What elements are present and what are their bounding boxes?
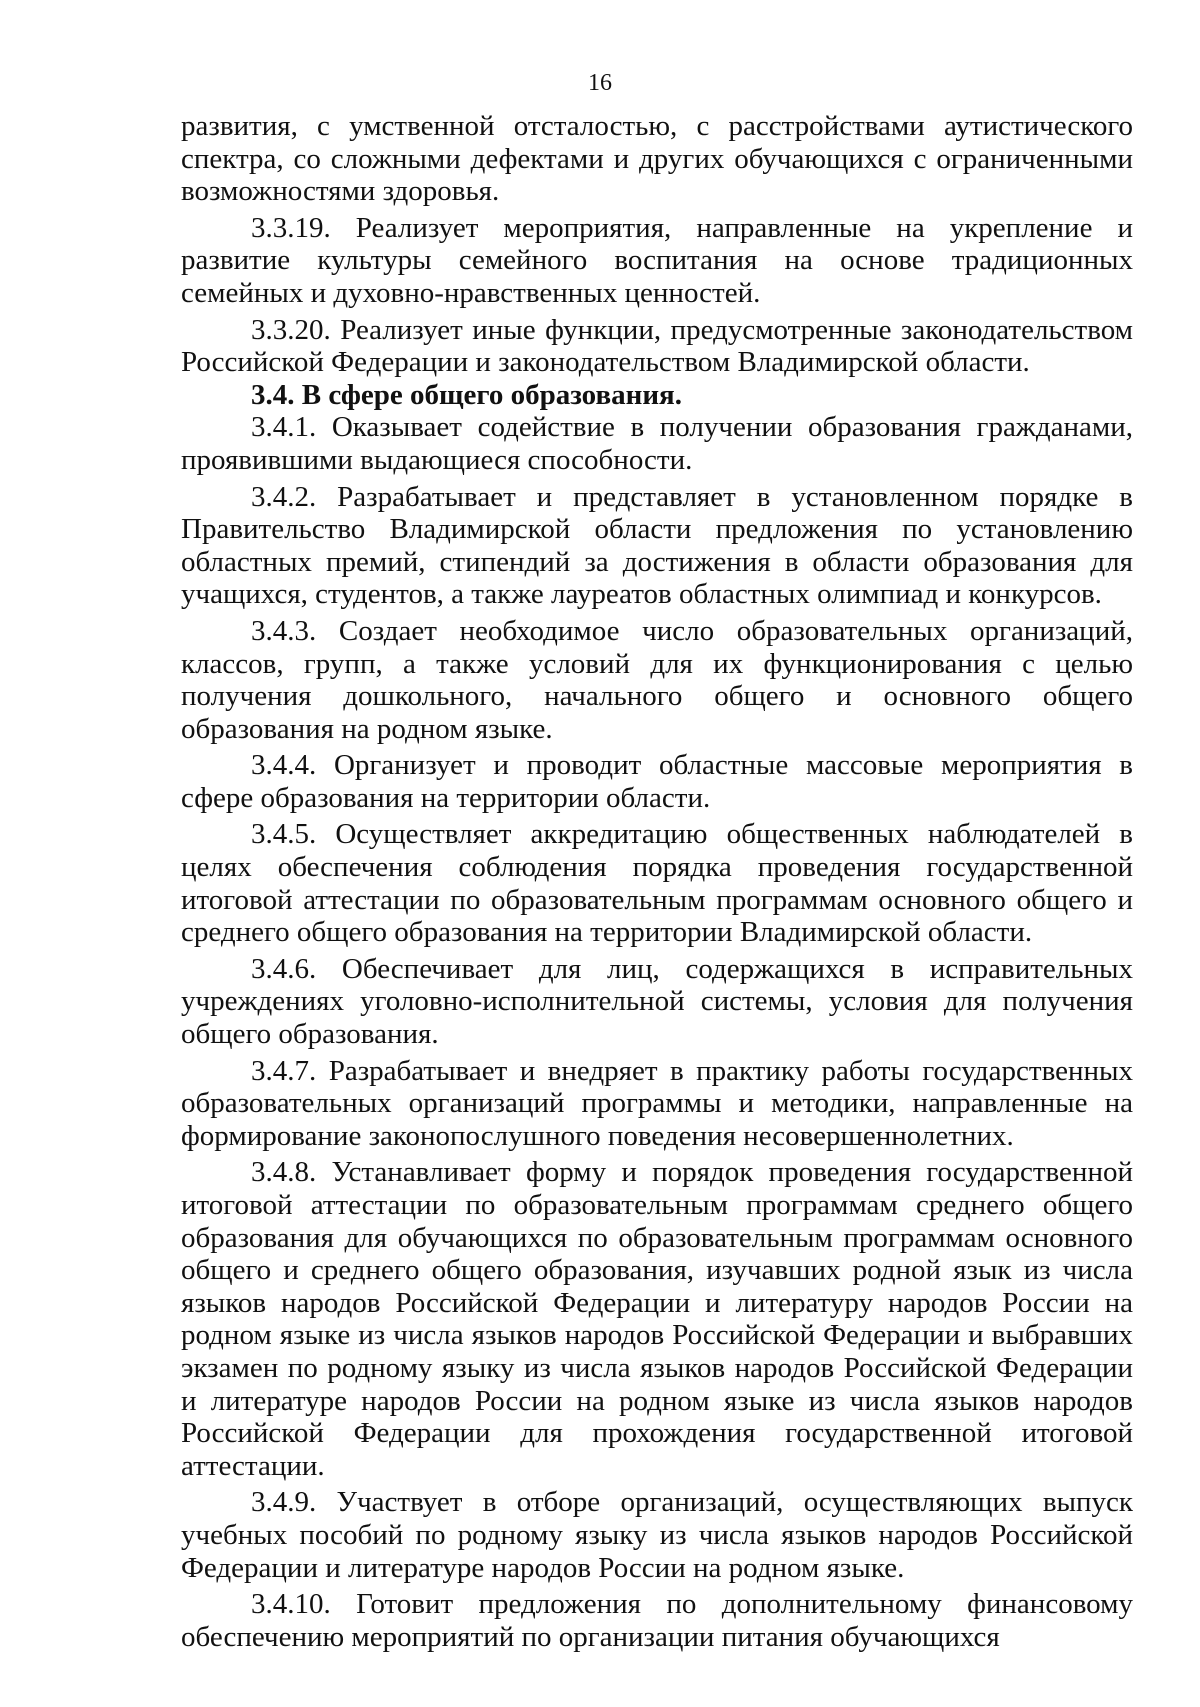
clause-3-4-6: 3.4.6. Обеспечивает для лиц, содержащихся в исправительных учреждениях уголовно-исполнительной системы, условия для получения общего образования. [181, 952, 1133, 1051]
clause-3-4-10: 3.4.10. Готовит предложения по дополнительному финансовому обеспечению мероприятий по организации питания обучающихся [181, 1588, 1133, 1653]
section-heading-3-4: 3.4. В сфере общего образования. [251, 378, 682, 411]
clause-3-3-20: 3.3.20. Реализует иные функции, предусмотренные законодательством Российской Федерации и законодательством Владимирской области. [181, 313, 1133, 379]
clause-3-4-2: 3.4.2. Разрабатывает и представляет в установленном порядке в Правительство Владимирской области предложения по установлению областных премий, стипендий за достижения в области образования для учащихся, студентов, а также лауреатов областных олимпиад и конкурсов. [181, 480, 1133, 611]
clause-3-4-9: 3.4.9. Участвует в отборе организаций, осуществляющих выпуск учебных пособий по родному языку из числа языков народов Российской Федерации и литературе народов России на родном языке. [181, 1486, 1133, 1584]
clause-3-4-4: 3.4.4. Организует и проводит областные массовые мероприятия в сфере образования на территории области. [181, 749, 1133, 814]
clause-3-4-7: 3.4.7. Разрабатывает и внедряет в практику работы государственных образовательных организаций программы и методики, направленные на формирование законопослушного поведения несовершеннолетних. [181, 1054, 1133, 1152]
document-body [181, 110, 1133, 1653]
paragraph-continuation: развития, с умственной отсталостью, с расстройствами аутистического спектра, со сложными дефектами и других обучающихся с ограниченными возможностями здоровья. [181, 110, 1133, 208]
page-number: 16 [588, 70, 612, 96]
clause-3-3-19: 3.3.19. Реализует мероприятия, направленные на укрепление и развитие культуры семейного воспитания на основе традиционных семейных и духовно-нравственных ценностей. [181, 211, 1133, 309]
clause-3-4-5: 3.4.5. Осуществляет аккредитацию общественных наблюдателей в целях обеспечения соблюдения порядка проведения государственной итоговой аттестации по образовательным программам основного общего и среднего общего образования на территории Владимирской области. [181, 818, 1133, 949]
clause-3-4-1: 3.4.1. Оказывает содействие в получении образования гражданами, проявившими выдающиеся способности. [181, 411, 1133, 476]
clause-3-4-8: 3.4.8. Устанавливает форму и порядок проведения государственной итоговой аттестации по образовательным программам среднего общего образования для обучающихся по образовательным программам основного общего и среднего общего образования, изучавших родной язык из числа языков народов Российской Федерации и литературу народов России на родном языке из числа языков народов Российской Федерации и выбравших экзамен по родному языку из числа языков народов Российской Федерации и литературе народов России на родном языке из числа языков народов Российской Федерации для прохождения государственной итоговой аттестации. [181, 1156, 1133, 1482]
clause-3-4-3: 3.4.3. Создает необходимое число образовательных организаций, классов, групп, а также условий для их функционирования с целью получения дошкольного, начального общего и основного общего образования на родном языке. [181, 614, 1133, 745]
